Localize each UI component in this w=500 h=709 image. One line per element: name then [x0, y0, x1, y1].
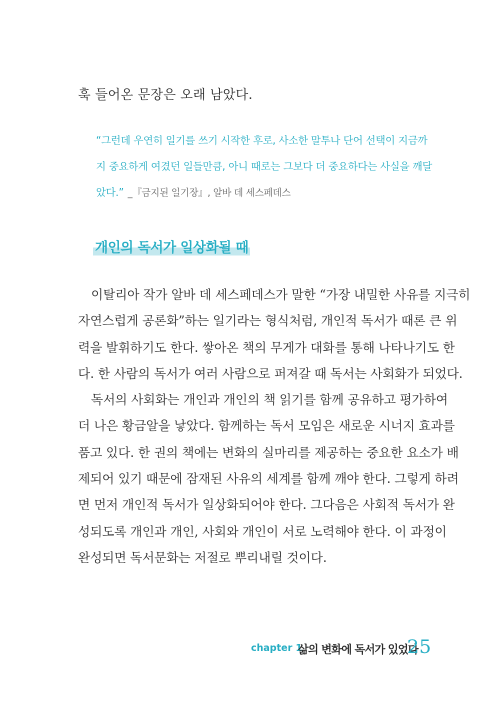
body-paragraphs [78, 282, 471, 571]
body-line: 면 먼저 개인적 독서가 일상화되어야 한다. 그다음은 사회적 독서가 완 [78, 497, 455, 513]
body-line: 완성되면 독서문화는 저절로 뿌리내릴 것이다. [78, 549, 327, 565]
quote-line: “그런데 우연히 일기를 쓰기 시작한 후로, 사소한 말투나 단어 선택이 지금까 [96, 135, 428, 147]
block-quote [96, 128, 432, 207]
quote-line-text: 았다.” [96, 187, 124, 199]
body-line: 이탈리아 작가 알바 데 세스페데스가 말한 “가장 내밀한 사유를 지극히 [91, 287, 471, 302]
page-number: 25 [407, 636, 432, 658]
body-line: 제되어 있기 때문에 잠재된 사유의 세계를 함께 깨야 한다. 그렇게 하려 [78, 471, 459, 487]
body-line: 자연스럽게 공론화”하는 일기라는 형식처럼, 개인적 독서가 때론 큰 위 [78, 313, 458, 329]
body-line: 성되도록 개인과 개인, 사회와 개인이 서로 노력해야 한다. 이 과정이 [78, 523, 447, 539]
chapter-label: chapter 1 [251, 643, 303, 654]
page-footer [0, 638, 500, 662]
quote-line-last [96, 180, 426, 207]
body-line: 다. 한 사람의 독서가 여러 사람으로 퍼져갈 때 독서는 사회화가 되었다. [78, 365, 463, 381]
opening-line: 훅 들어온 문장은 오래 남았다. [78, 88, 253, 103]
section-heading: 개인의 독서가 일상화될 때 [93, 236, 250, 257]
body-line: 더 나은 황금알을 낳았다. 함께하는 독서 모임은 새로운 시너지 효과를 [78, 418, 455, 434]
quote-line: 지 중요하게 여겼던 일들만큼, 아니 때로는 그보다 더 중요하다는 사실을 깨달 [96, 161, 432, 173]
body-line: 력을 발휘하기도 한다. 쌓아온 책의 무게가 대화를 통해 나타나기도 한 [78, 339, 455, 355]
chapter-title: 삶의 변화에 독서가 있었다 [298, 643, 418, 656]
body-line: 독서의 사회화는 개인과 개인의 책 읽기를 함께 공유하고 평가하여 [91, 392, 448, 408]
quote-source: _『금지된 일기장』, 알바 데 세스페데스 [127, 188, 291, 199]
body-line: 품고 있다. 한 권의 책에는 변화의 실마리를 제공하는 중요한 요소가 배 [78, 444, 459, 460]
